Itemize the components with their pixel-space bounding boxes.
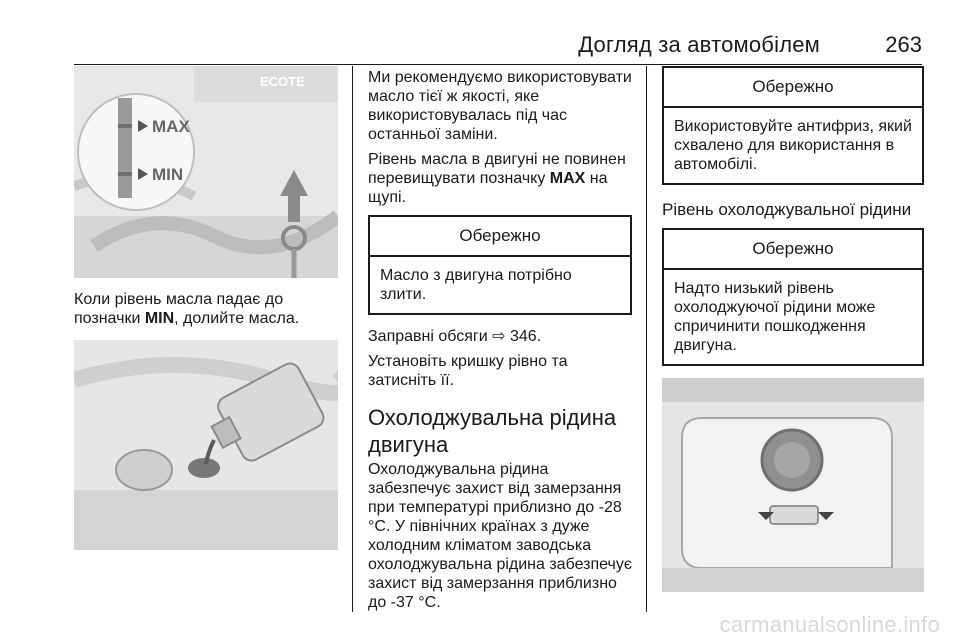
column-2 — [368, 66, 632, 618]
column-3 — [662, 66, 924, 592]
section-heading-coolant: Охолоджувальна рідина двигуна — [368, 405, 617, 457]
caution-text: Масло з двигуна потрібно злити. — [380, 267, 572, 303]
caution-title: Обережно — [664, 230, 922, 270]
watermark: carmanualsonline.info — [719, 612, 940, 637]
column-divider-2 — [646, 66, 647, 612]
cap-install-text: Установіть кришку рівно та затисніть її. — [368, 353, 568, 389]
coolant-description: Охолоджувальна рідина забезпечує захист від замерзання при температурі приблизно до -28 °C. У північних країнах з дуже холодним кліматом заводська охолоджувальна рідина забезпечує захист від замерзання приблизно до -37 °C. — [368, 461, 632, 611]
caution-title: Обережно — [664, 68, 922, 108]
oil-recommendation-text: Ми рекомендуємо використовувати масло тієї ж якості, яке використовувалась під час останньої заміни. — [368, 69, 632, 143]
caution-box-oil — [368, 215, 632, 315]
caution-title: Обережно — [370, 217, 630, 257]
page-header-title: Догляд за автомобілем — [578, 32, 820, 57]
caution-text: Надто низький рівень охолоджуючої рідини може спричинити пошкодження двигуна. — [674, 280, 876, 354]
caution-box-low-coolant — [662, 228, 924, 366]
engine-cover-text: ECOTE — [260, 74, 305, 89]
oil-refill-illustration — [74, 340, 338, 550]
oil-max-text: Рівень масла в двигуні не повинен перевищувати позначку MAX на щупі. — [368, 151, 626, 206]
page-ref-icon: ⇨ — [492, 328, 506, 345]
caution-box-antifreeze — [662, 66, 924, 185]
dipstick-max-label: MAX — [152, 117, 190, 136]
column-divider-1 — [352, 66, 353, 612]
dipstick-min-label: MIN — [152, 165, 184, 184]
capacity-reference: Заправні обсяги ⇨ 346. — [368, 328, 542, 345]
page-number: 263 — [885, 32, 922, 57]
caution-text: Використовуйте антифриз, який схвалено для використання в автомобілі. — [674, 118, 912, 173]
subheading-coolant-level: Рівень охолоджувальної рідини — [662, 200, 912, 219]
oil-level-caption: Коли рівень масла падає до позначки MIN, долийте масла. — [74, 291, 300, 327]
header-rule — [74, 64, 922, 65]
column-1 — [74, 66, 338, 550]
dipstick-illustration — [74, 66, 338, 278]
coolant-reservoir-illustration — [662, 378, 924, 592]
